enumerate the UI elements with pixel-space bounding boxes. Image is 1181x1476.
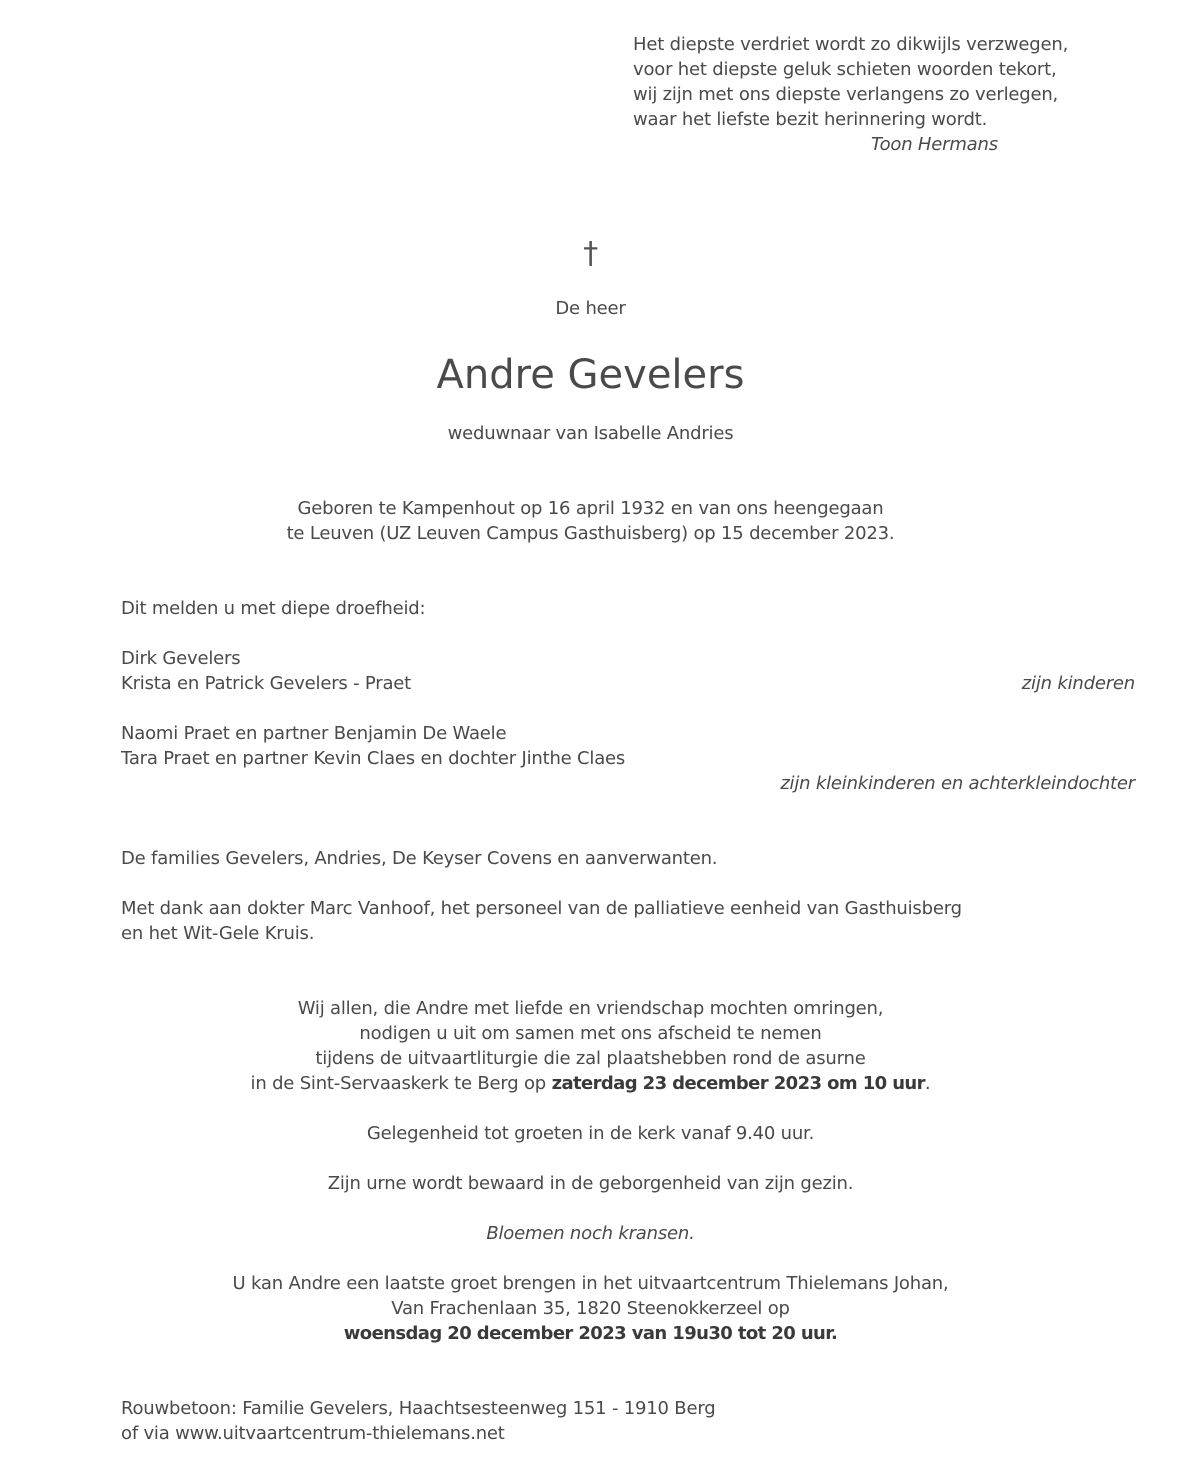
farewell-line: U kan Andre een laatste groet brengen in het uitvaartcentrum Thielemans Johan, <box>232 1273 949 1294</box>
grandchild-name: Naomi Praet en partner Benjamin De Waele <box>121 723 507 744</box>
greeting-info: Gelegenheid tot groeten in de kerk vanaf 9.40 uur. <box>366 1123 815 1144</box>
poem-line: waar het liefste bezit herinnering wordt. <box>633 109 988 130</box>
farewell-datetime: woensdag 20 december 2023 van 19u30 tot 20 uur. <box>343 1323 838 1344</box>
website-link[interactable]: www.uitvaartcentrum-thielemans.net <box>175 1423 505 1444</box>
thanks-line: en het Wit-Gele Kruis. <box>121 923 315 944</box>
deceased-name: Andre Gevelers <box>436 352 745 398</box>
poem-line: Het diepste verdriet wordt zo dikwijls verzwegen, <box>633 34 1069 55</box>
announcement-intro: Dit melden u met diepe droefheid: <box>121 598 426 619</box>
grandchildren-list <box>121 721 625 771</box>
child-name: Dirk Gevelers <box>121 648 241 669</box>
cross-icon: † <box>583 236 598 271</box>
poem-quote <box>633 32 1068 132</box>
condolence-website-line <box>121 1421 715 1446</box>
farewell-visit <box>0 1271 1181 1346</box>
ceremony-invitation <box>0 996 1181 1096</box>
invite-line: tijdens de uitvaartliturgie die zal plaatshebben rond de asurne <box>315 1048 866 1069</box>
invite-line-date <box>0 1071 1181 1096</box>
grandchild-name: Tara Praet en partner Kevin Claes en dochter Jinthe Claes <box>121 748 626 769</box>
deceased-title: De heer <box>555 298 626 319</box>
thanks-paragraph <box>121 896 962 946</box>
children-label: zijn kinderen <box>1021 673 1135 694</box>
ceremony-datetime: zaterdag 23 december 2023 om 10 uur <box>551 1073 925 1094</box>
invite-period: . <box>924 1073 931 1094</box>
invite-location: in de Sint-Servaaskerk te Berg op <box>250 1073 552 1094</box>
condolence-info <box>121 1396 715 1446</box>
child-name: Krista en Patrick Gevelers - Praet <box>121 673 412 694</box>
death-line: te Leuven (UZ Leuven Campus Gasthuisberg) op 15 december 2023. <box>286 523 895 544</box>
deceased-relation: weduwnaar van Isabelle Andries <box>447 423 734 444</box>
birth-line: Geboren te Kampenhout op 16 april 1932 en van ons heengegaan <box>297 498 884 519</box>
children-list <box>121 646 411 696</box>
flowers-note: Bloemen noch kransen. <box>486 1223 695 1244</box>
poem-line: wij zijn met ons diepste verlangens zo verlegen, <box>633 84 1059 105</box>
families-line: De families Gevelers, Andries, De Keyser Covens en aanverwanten. <box>121 848 718 869</box>
urn-info: Zijn urne wordt bewaard in de geborgenheid van zijn gezin. <box>327 1173 854 1194</box>
invite-line: Wij allen, die Andre met liefde en vriendschap mochten omringen, <box>297 998 884 1019</box>
farewell-address: Van Frachenlaan 35, 1820 Steenokkerzeel op <box>391 1298 790 1319</box>
grandchildren-label: zijn kleinkinderen en achterkleindochter <box>780 773 1135 794</box>
website-prefix: of via <box>121 1423 176 1444</box>
thanks-line: Met dank aan dokter Marc Vanhoof, het personeel van de palliatieve eenheid van Gasthuisberg <box>121 898 962 919</box>
poem-line: voor het diepste geluk schieten woorden tekort, <box>633 59 1057 80</box>
poem-author: Toon Hermans <box>871 134 998 155</box>
condolence-address: Rouwbetoon: Familie Gevelers, Haachtsesteenweg 151 - 1910 Berg <box>121 1398 716 1419</box>
birth-death-info <box>0 496 1181 546</box>
invite-line: nodigen u uit om samen met ons afscheid te nemen <box>359 1023 822 1044</box>
